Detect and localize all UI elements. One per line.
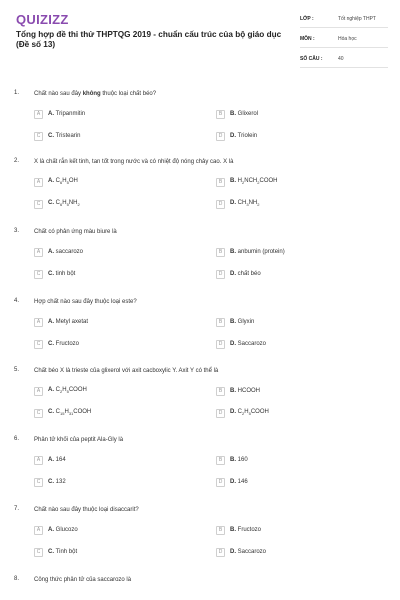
option-letter-box: A — [34, 387, 43, 396]
option-value: 146 — [237, 479, 248, 485]
option-value: Saccarozo — [237, 341, 267, 347]
answer-option-c[interactable] — [34, 268, 75, 280]
answer-option-b[interactable] — [216, 108, 258, 120]
option-value: Triolein — [237, 133, 258, 139]
option-text — [48, 409, 91, 416]
meta-value: Tốt nghiệp THPT — [338, 16, 376, 22]
answer-option-d[interactable] — [216, 268, 261, 280]
question-number: 8. — [14, 576, 20, 582]
option-label: D. — [230, 479, 238, 485]
question-number: 3. — [14, 228, 20, 234]
option-label: D. — [230, 409, 238, 416]
option-value: $CH_3NH_2$ — [237, 200, 260, 208]
option-value: HCOOH — [237, 388, 261, 394]
option-text — [48, 178, 78, 185]
option-letter-box: A — [34, 248, 43, 257]
option-value: Glixerol — [237, 111, 259, 117]
option-value: Glucozo — [55, 527, 78, 533]
option-text — [230, 111, 258, 117]
option-text — [230, 457, 248, 463]
option-letter-box: D — [216, 270, 225, 279]
option-label: C. — [48, 133, 56, 139]
option-label: D. — [230, 271, 238, 277]
meta-label: MÔN : — [300, 36, 315, 42]
meta-value: 40 — [338, 56, 344, 62]
option-letter-box: C — [34, 132, 43, 141]
option-letter-box: C — [34, 409, 43, 418]
option-value: $C_{15}H_{31}COOH$ — [55, 409, 92, 417]
answer-option-a[interactable] — [34, 176, 78, 188]
option-letter-box: B — [216, 178, 225, 187]
question-text: Chất nào sau đây không thuộc loại chất béo? — [34, 91, 157, 97]
option-label: B. — [230, 457, 238, 463]
option-value: $C_2H_5COOH$ — [237, 409, 269, 417]
answer-option-b[interactable] — [216, 176, 277, 188]
answer-option-b[interactable] — [216, 246, 285, 258]
question-number: 2. — [14, 158, 20, 164]
answer-option-d[interactable] — [216, 198, 259, 210]
option-value: 132 — [55, 479, 66, 485]
option-value: Tristearin — [55, 133, 81, 139]
option-label: B. — [230, 111, 238, 117]
answer-option-a[interactable] — [34, 524, 78, 536]
question-text: Chất nào sau đây thuộc loại disaccarit? — [34, 507, 139, 513]
option-value: Metyl axetat — [55, 319, 89, 325]
option-letter-box: D — [216, 132, 225, 141]
option-text — [48, 457, 66, 463]
option-value: saccarozo — [55, 249, 84, 255]
option-text — [48, 387, 87, 394]
question-text: Phân tử khối của peptit Ala-Gly là — [34, 437, 124, 443]
option-letter-box: A — [34, 178, 43, 187]
answer-option-d[interactable] — [216, 338, 266, 350]
option-label: D. — [230, 200, 238, 207]
option-text — [230, 409, 269, 416]
question-text: Công thức phân tử của saccarozo là — [34, 577, 132, 583]
option-text — [48, 249, 83, 255]
option-letter-box: B — [216, 248, 225, 257]
option-label: B. — [230, 319, 238, 325]
option-letter-box: D — [216, 340, 225, 349]
answer-option-d[interactable] — [216, 407, 269, 419]
option-text — [230, 271, 261, 277]
meta-value: Hóa học — [338, 36, 357, 42]
question-text: X là chất rắn kết tinh, tan tốt trong nước và có nhiệt độ nóng chảy cao. X là — [34, 159, 234, 165]
answer-option-c[interactable] — [34, 338, 79, 350]
question-number: 1. — [14, 90, 20, 96]
quizizz-logo: QUIZIZZ — [16, 12, 69, 27]
option-label: B. — [230, 388, 238, 394]
option-value: $C_6H_5NH_2$ — [55, 200, 80, 208]
answer-option-b[interactable] — [216, 316, 254, 328]
answer-option-a[interactable] — [34, 246, 83, 258]
option-value: $C_6H_5OH$ — [55, 178, 78, 186]
question-emphasis: không — [82, 91, 101, 97]
option-label: C. — [48, 271, 56, 277]
option-letter-box: C — [34, 200, 43, 209]
option-text — [48, 549, 77, 555]
option-label: A. — [48, 178, 56, 185]
option-value: $H_2NCH_2COOH$ — [237, 178, 278, 186]
option-value: Tinh bột — [55, 549, 78, 555]
option-letter-box: A — [34, 456, 43, 465]
option-letter-box: B — [216, 387, 225, 396]
option-label: C. — [48, 549, 56, 555]
option-value: 160 — [237, 457, 248, 463]
option-value: anbumin (protein) — [237, 249, 285, 255]
option-value: 164 — [55, 457, 66, 463]
answer-option-b[interactable] — [216, 454, 248, 466]
option-letter-box: A — [34, 318, 43, 327]
option-value: Glyxin — [237, 319, 255, 325]
answer-option-c[interactable] — [34, 476, 66, 488]
option-letter-box: D — [216, 478, 225, 487]
option-letter-box: A — [34, 526, 43, 535]
option-text — [48, 111, 85, 117]
option-text — [230, 549, 266, 555]
option-letter-box: B — [216, 318, 225, 327]
option-label: D. — [230, 549, 238, 555]
option-label: A. — [48, 527, 56, 533]
meta-row-count — [300, 54, 388, 68]
option-text — [48, 133, 80, 139]
option-letter-box: B — [216, 456, 225, 465]
option-letter-box: C — [34, 340, 43, 349]
option-value: Fructozo — [55, 341, 80, 347]
option-letter-box: B — [216, 110, 225, 119]
option-letter-box: D — [216, 409, 225, 418]
option-text — [230, 319, 254, 325]
option-value: $C_2H_5COOH$ — [55, 387, 87, 395]
worksheet-header — [0, 0, 400, 76]
option-letter-box: C — [34, 270, 43, 279]
answer-option-a[interactable] — [34, 316, 88, 328]
meta-label: SỐ CÂU : — [300, 56, 323, 62]
option-text — [48, 271, 75, 277]
option-label: C. — [48, 341, 56, 347]
answer-option-a[interactable] — [34, 108, 85, 120]
question-number: 7. — [14, 506, 20, 512]
question-number: 5. — [14, 367, 20, 373]
meta-row-class — [300, 14, 388, 28]
answer-option-d[interactable] — [216, 546, 266, 558]
option-value: Tripanmitin — [55, 111, 86, 117]
question-text: Hợp chất nào sau đây thuộc loại este? — [34, 299, 137, 305]
option-text — [230, 178, 277, 185]
answer-option-c[interactable] — [34, 198, 80, 210]
option-value: tinh bột — [55, 271, 76, 277]
option-label: A. — [48, 319, 56, 325]
option-text — [230, 388, 260, 394]
option-label: B. — [230, 527, 238, 533]
option-letter-box: D — [216, 548, 225, 557]
option-label: C. — [48, 200, 56, 207]
option-label: A. — [48, 387, 56, 394]
option-value: Saccarozo — [237, 549, 267, 555]
option-text — [230, 479, 248, 485]
option-label: D. — [230, 133, 238, 139]
option-text — [230, 249, 285, 255]
question-text: Chất có phản ứng màu biure là — [34, 229, 117, 235]
option-label: A. — [48, 111, 56, 117]
option-letter-box: D — [216, 200, 225, 209]
option-letter-box: B — [216, 526, 225, 535]
answer-option-d[interactable] — [216, 476, 248, 488]
option-text — [48, 527, 78, 533]
option-label: B. — [230, 249, 238, 255]
meta-label: LỚP : — [300, 16, 314, 22]
answer-option-c[interactable] — [34, 130, 80, 142]
question-number: 6. — [14, 436, 20, 442]
option-text — [230, 200, 259, 207]
answer-option-b[interactable] — [216, 385, 260, 397]
answer-option-b[interactable] — [216, 524, 261, 536]
option-letter-box: C — [34, 478, 43, 487]
answer-option-c[interactable] — [34, 546, 77, 558]
option-text — [48, 479, 66, 485]
option-letter-box: A — [34, 110, 43, 119]
answer-option-d[interactable] — [216, 130, 257, 142]
worksheet-title: Tổng hợp đề thi thử THPTQG 2019 - chuẩn cấu trúc của bộ giáo dục (Đề số 13) — [16, 30, 282, 49]
question-text: Chất béo X là trieste của glixerol với axit cacboxylic Y. Axit Y có thể là — [34, 368, 219, 374]
answer-option-a[interactable] — [34, 454, 66, 466]
option-label: D. — [230, 341, 238, 347]
meta-row-subject — [300, 34, 388, 48]
option-text — [230, 133, 257, 139]
option-letter-box: C — [34, 548, 43, 557]
answer-option-c[interactable] — [34, 407, 91, 419]
option-text — [48, 341, 79, 347]
option-label: C. — [48, 479, 56, 485]
question-number: 4. — [14, 298, 20, 304]
answer-option-a[interactable] — [34, 385, 87, 397]
option-label: A. — [48, 249, 56, 255]
option-text — [48, 200, 80, 207]
option-label: A. — [48, 457, 56, 463]
option-text — [48, 319, 88, 325]
option-value: chất béo — [237, 271, 261, 277]
option-text — [230, 341, 266, 347]
worksheet-meta — [300, 14, 388, 74]
option-text — [230, 527, 261, 533]
option-label: B. — [230, 178, 238, 185]
option-label: C. — [48, 409, 56, 416]
option-value: Fructozo — [237, 527, 262, 533]
